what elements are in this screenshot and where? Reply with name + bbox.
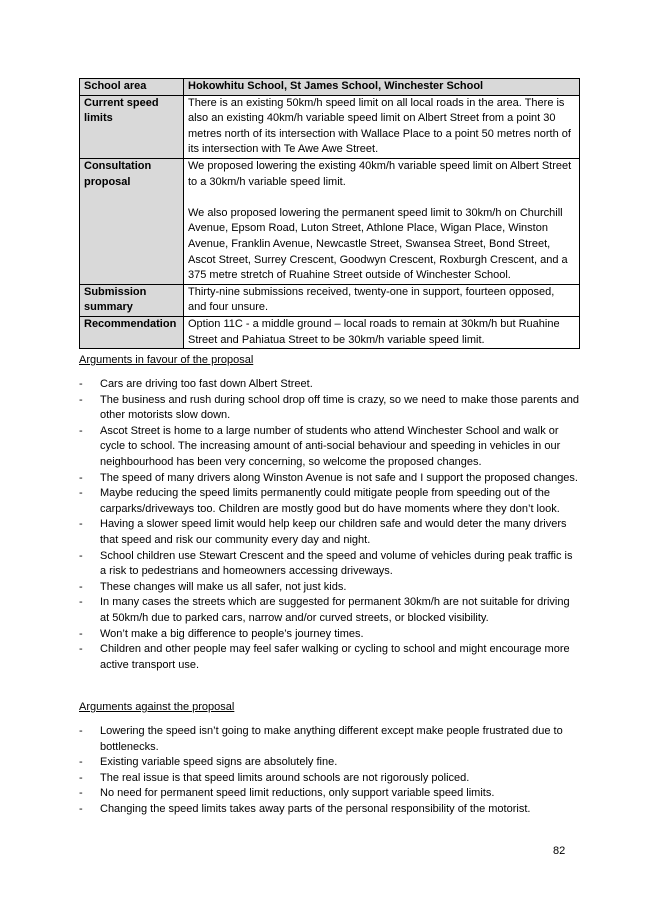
favour-list <box>79 377 579 673</box>
list-item-text: Cars are driving too fast down Albert Street. <box>100 378 313 390</box>
list-item-text: The speed of many drivers along Winston Avenue is not safe and I support the proposed changes. <box>100 471 578 484</box>
dash-bullet: - <box>79 627 83 640</box>
list-item-text: In many cases the streets which are suggested for permanent 30km/h are not suitable for driving at 50km/h due to parked cars, narrow and/or curved streets, or blocked visibility. <box>100 596 570 624</box>
dash-bullet: - <box>79 802 83 815</box>
row-value <box>184 284 580 316</box>
dash-bullet: - <box>79 518 83 531</box>
row-key: Current speed limits <box>80 95 184 158</box>
school-area-table <box>79 78 580 349</box>
table-header-value: Hokowhitu School, St James School, Winchester School <box>184 79 580 96</box>
list-item <box>79 724 579 755</box>
row-key: Recommendation <box>80 316 184 348</box>
dash-bullet: - <box>79 643 83 656</box>
table-row <box>80 158 580 284</box>
dash-bullet: - <box>79 756 83 769</box>
list-item-text: Lowering the speed isn’t going to make anything different except make people frustrated due to bottlenecks. <box>100 725 563 753</box>
list-item-text: No need for permanent speed limit reductions, only support variable speed limits. <box>100 787 495 800</box>
row-paragraph: We proposed lowering the existing 40km/h variable speed limit on Albert Street to a 30km/h variable speed limit. <box>188 159 572 188</box>
dash-bullet: - <box>79 596 83 609</box>
row-key: Submission summary <box>80 284 184 316</box>
list-item <box>79 393 579 424</box>
row-paragraph: Thirty-nine submissions received, twenty-one in support, fourteen opposed, and four unsure. <box>188 285 555 314</box>
row-paragraph: There is an existing 50km/h speed limit on all local roads in the area. There is also an existing 40km/h variable speed limit on Albert Street from a point 30 metres north of its intersection with Wallace Place to a point 50 metres north of its intersection with Te Awe Awe Street. <box>188 96 571 156</box>
row-value <box>184 95 580 158</box>
table-header-key: School area <box>80 79 184 96</box>
list-item <box>79 471 579 487</box>
list-item <box>79 377 579 393</box>
dash-bullet: - <box>79 393 83 406</box>
list-item <box>79 802 579 818</box>
dash-bullet: - <box>79 378 83 390</box>
row-key: Consultation proposal <box>80 158 184 284</box>
list-item-text: Existing variable speed signs are absolutely fine. <box>100 756 338 769</box>
favour-heading: Arguments in favour of the proposal <box>79 354 254 366</box>
dash-bullet: - <box>79 471 83 484</box>
list-item-text: School children use Stewart Crescent and the speed and volume of vehicles during peak traffic is a risk to pedestrians and homeowners accessing driveways. <box>100 549 573 578</box>
against-list <box>79 724 579 818</box>
against-heading: Arguments against the proposal <box>79 701 235 713</box>
dash-bullet: - <box>79 424 83 437</box>
list-item-text: These changes will make us all safer, not just kids. <box>100 580 347 593</box>
list-item-text: Changing the speed limits takes away parts of the personal responsibility of the motorist. <box>100 802 531 815</box>
dash-bullet: - <box>79 725 83 737</box>
list-item <box>79 549 579 580</box>
list-item <box>79 424 579 471</box>
dash-bullet: - <box>79 549 83 562</box>
table-row <box>80 316 580 348</box>
row-value <box>184 316 580 348</box>
dash-bullet: - <box>79 487 83 500</box>
table-row <box>80 95 580 158</box>
table-header-row <box>80 79 580 96</box>
list-item <box>79 580 579 596</box>
list-item <box>79 642 579 673</box>
dash-bullet: - <box>79 771 83 784</box>
list-item-text: Maybe reducing the speed limits permanently could mitigate people from speeding out of the carparks/driveways too. Children are mostly good but do have moments where they don’t look. <box>100 487 560 515</box>
list-item-text: Children and other people may feel safer walking or cycling to school and might encourage more active transport use. <box>100 643 570 671</box>
list-item-text: Won’t make a big difference to people’s journey times. <box>100 627 364 640</box>
list-item <box>79 595 579 626</box>
table-row <box>80 284 580 316</box>
dash-bullet: - <box>79 580 83 593</box>
list-item <box>79 786 579 802</box>
row-paragraph: Option 11C - a middle ground – local roads to remain at 30km/h but Ruahine Street and Pahiatua Street to be 30km/h variable speed limit. <box>188 317 560 346</box>
list-item-text: The business and rush during school drop off time is crazy, so we need to make those parents and other motorists slow down. <box>100 393 579 422</box>
list-item-text: Having a slower speed limit would help keep our children safe and would deter the many drivers that speed and risk our community every day and night. <box>100 518 567 546</box>
dash-bullet: - <box>79 787 83 800</box>
list-item-text: The real issue is that speed limits around schools are not rigorously policed. <box>100 771 470 784</box>
list-item-text: Ascot Street is home to a large number of students who attend Winchester School and walk or cycle to school. The increasing amount of anti-social behaviour and speeding in vehicles in our neighbourhood has been very concerning, so welcome the proposed changes. <box>100 424 561 468</box>
list-item <box>79 627 579 643</box>
list-item <box>79 486 579 517</box>
list-item <box>79 517 579 548</box>
row-value <box>184 158 580 284</box>
list-item <box>79 755 579 771</box>
page-number: 82 <box>553 845 566 857</box>
list-item <box>79 771 579 787</box>
row-paragraph: We also proposed lowering the permanent speed limit to 30km/h on Churchill Avenue, Epsom Road, Luton Street, Athlone Place, Wigan Place, Winston Avenue, Franklin Avenue, Newcastle Street, Swansea Street, Bond Street, Ascot Street, Surrey Crescent, Goodwyn Crescent, Roxburgh Crescent, and a 375 metre stretch of Ruahine Street outside of Winchester School. <box>188 206 568 282</box>
